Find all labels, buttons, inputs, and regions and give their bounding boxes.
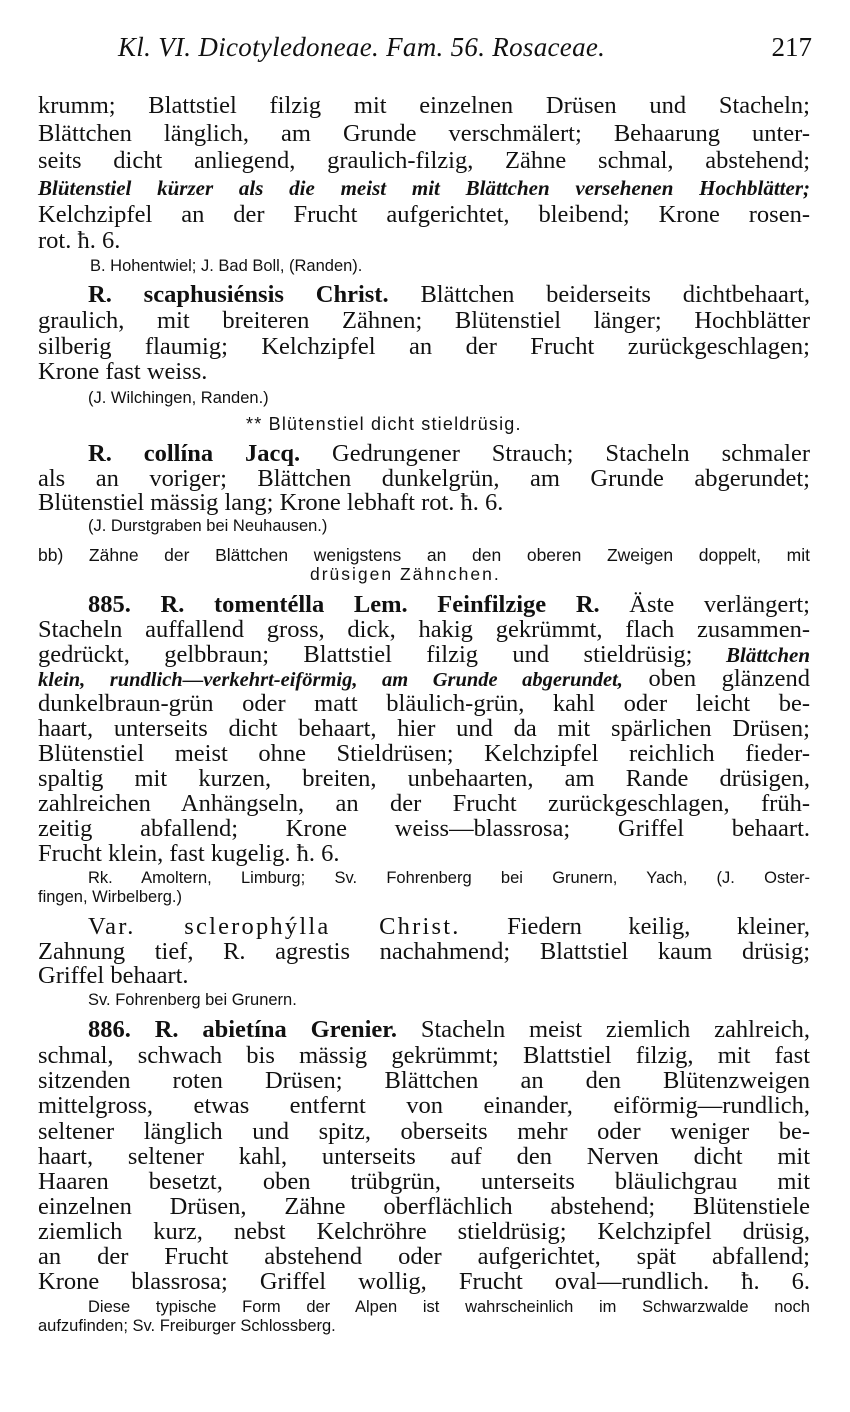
species-name: 885. R. tomentélla Lem. Feinfilzige R. — [88, 591, 600, 618]
text-line: Krone fast weiss. — [38, 358, 208, 385]
text-line: Blütenstiel meist ohne Stieldrüsen; Kelchzipfel reichlich fieder- — [38, 740, 810, 767]
text-line: Kelchzipfel an der Frucht aufgerichtet, bleibend; Krone rosen- — [38, 201, 810, 228]
text-line: dunkelbraun-grün oder matt bläulich-grün, kahl oder leicht be- — [38, 690, 810, 717]
text-line: Zahnung tief, R. agrestis nachahmend; Blattstiel kaum drüsig; — [38, 938, 810, 965]
taxon-description: Blättchen beiderseits dichtbehaart, — [388, 281, 811, 308]
footnote-line: Diese typische Form der Alpen ist wahrscheinlich im Schwarzwalde noch — [88, 1298, 810, 1316]
locality-note: fingen, Wirbelberg.) — [38, 888, 182, 906]
text-line: zahlreichen Anhängseln, an der Frucht zurückgeschlagen, früh- — [38, 790, 810, 817]
text-line: graulich, mit breiteren Zähnen; Blütenstiel länger; Hochblätter — [38, 307, 810, 334]
variety-description: Fiedern keilig, kleiner, — [460, 913, 810, 940]
taxon-description: Gedrungener Strauch; Stacheln schmaler — [300, 440, 810, 467]
locality-note: Rk. Amoltern, Limburg; Sv. Fohrenberg bei Grunern, Yach, (J. Oster- — [88, 869, 810, 887]
locality-note: (J. Durstgraben bei Neuhausen.) — [88, 517, 328, 535]
page-number: 217 — [771, 32, 812, 62]
text-line: zeitig abfallend; Krone weiss—blassrosa; Griffel behaart. — [38, 815, 810, 842]
text-line: ziemlich kurz, nebst Kelchröhre stieldrüsig; Kelchzipfel drüsig, — [38, 1218, 810, 1245]
text-line: seltener länglich und spitz, oberseits mehr oder weniger be- — [38, 1118, 810, 1145]
taxon-name: R. collína Jacq. — [88, 440, 301, 467]
text-line: krumm; Blattstiel filzig mit einzelnen Drüsen und Stacheln; — [38, 92, 810, 119]
key-heading: bb) Zähne der Blättchen wenigstens an den oberen Zweigen doppelt, mit — [38, 545, 810, 565]
text-line: als an voriger; Blättchen dunkelgrün, am Grunde abgerundet; — [38, 465, 810, 492]
text-line: Krone blassrosa; Griffel wollig, Frucht oval—rundlich. ħ. 6. — [38, 1268, 810, 1295]
species-description: Stacheln meist ziemlich zahlreich, — [397, 1016, 810, 1043]
taxon-entry-collina — [38, 440, 810, 468]
locality-note: B. Hohentwiel; J. Bad Boll, (Randen). — [90, 257, 363, 275]
taxon-name: R. scaphusiénsis Christ. — [88, 281, 389, 308]
text-line: schmal, schwach bis mässig gekrümmt; Blattstiel filzig, mit fast — [38, 1042, 810, 1069]
locality-note: (J. Wilchingen, Randen.) — [88, 389, 269, 407]
text-line: einzelnen Drüsen, Zähne oberflächlich abstehend; Blütenstiele — [38, 1193, 810, 1220]
text-line: Haaren besetzt, oben trübgrün, unterseits bläulichgrau mit — [38, 1168, 810, 1195]
text-line: Frucht klein, fast kugelig. ħ. 6. — [38, 840, 340, 867]
header-title: Kl. VI. Dicotyledoneae. Fam. 56. Rosaceae. — [118, 32, 606, 62]
variety-entry — [38, 913, 810, 941]
text-line: sitzenden roten Drüsen; Blättchen an den Blütenzweigen — [38, 1067, 810, 1094]
variety-name: Var. sclerophýlla Christ. — [88, 913, 461, 940]
text-line: rot. ħ. 6. — [38, 227, 121, 254]
locality-note: Sv. Fohrenberg bei Grunern. — [88, 991, 297, 1009]
text-line: spaltig mit kurzen, breiten, unbehaarten, am Rande drüsigen, — [38, 765, 810, 792]
text-line: gedrückt, gelbbraun; Blattstiel filzig und stieldrüsig; Blättchen — [38, 641, 810, 668]
footnote-line: aufzufinden; Sv. Freiburger Schlossberg. — [38, 1317, 336, 1335]
species-name: 886. R. abietína Grenier. — [88, 1016, 397, 1043]
running-header — [118, 30, 812, 64]
text-line: silberig flaumig; Kelchzipfel an der Frucht zurückgeschlagen; — [38, 333, 810, 360]
text-line: seits dicht anliegend, graulich-filzig, Zähne schmal, abstehend; — [38, 147, 810, 174]
text-line: Blütenstiel mässig lang; Krone lebhaft rot. ħ. 6. — [38, 489, 504, 516]
text-line: Blättchen länglich, am Grunde verschmälert; Behaarung unter- — [38, 120, 810, 147]
species-description: Äste verlängert; — [599, 591, 810, 618]
key-heading: drüsigen Zähnchen. — [310, 564, 501, 584]
text-line: klein, rundlich—verkehrt-eiförmig, am Grunde abgerundet, oben glänzend — [38, 665, 811, 692]
species-entry-885 — [38, 591, 810, 619]
text-line: haart, seltener kahl, unterseits auf den Nerven dicht mit — [38, 1143, 810, 1170]
species-entry-886 — [38, 1016, 810, 1044]
text-line: haart, unterseits dicht behaart, hier und da mit spärlichen Drüsen; — [38, 715, 810, 742]
key-heading: ** Blütenstiel dicht stieldrüsig. — [246, 414, 522, 434]
text-line: Griffel behaart. — [38, 962, 189, 989]
text-line: an der Frucht abstehend oder aufgerichtet, spät abfallend; — [38, 1243, 810, 1270]
taxon-entry-scaphusiensis — [38, 281, 810, 309]
text-line: Stacheln auffallend gross, dick, hakig gekrümmt, flach zusammen- — [38, 616, 810, 643]
text-line: mittelgross, etwas entfernt von einander, eiförmig—rundlich, — [38, 1092, 810, 1119]
text-line-italic: Blütenstiel kürzer als die meist mit Blättchen versehenen Hochblätter; — [38, 176, 810, 200]
